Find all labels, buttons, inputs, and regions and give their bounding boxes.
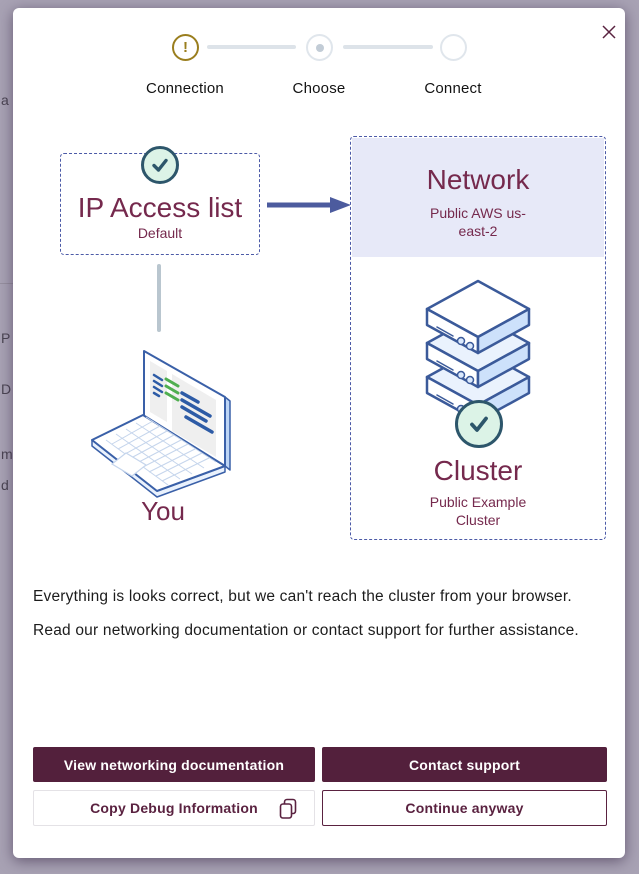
step-connector <box>343 45 433 49</box>
laptop-illustration <box>88 345 238 504</box>
continue-anyway-button[interactable]: Continue anyway <box>322 790 607 826</box>
ip-access-list-title: IP Access list <box>77 192 243 223</box>
copy-icon <box>278 798 298 823</box>
backdrop-text-fragment: a <box>1 92 9 108</box>
message-line-1: Everything is looks correct, but we can't reach the cluster from your browser. <box>33 588 572 605</box>
message-line-2: Read our networking documentation or contact support for further assistance. <box>33 622 579 639</box>
connection-dialog <box>13 8 625 858</box>
step-label-connect: Connect <box>424 80 482 97</box>
you-label: You <box>141 496 185 526</box>
current-step-dot-icon <box>316 44 324 52</box>
close-button[interactable] <box>599 22 619 42</box>
step-choose-indicator <box>306 34 333 61</box>
arrow-right-icon <box>266 196 352 219</box>
step-connect-indicator <box>440 34 467 61</box>
backdrop-text-fragment: P <box>1 330 11 346</box>
action-buttons <box>33 747 607 826</box>
step-label-choose: Choose <box>292 80 346 97</box>
network-cluster-panel <box>350 136 606 540</box>
warning-exclamation: ! <box>183 39 188 56</box>
backdrop-divider <box>0 283 13 284</box>
step-connection-warning-icon <box>172 34 199 61</box>
cluster-title: Cluster <box>433 455 523 486</box>
backdrop-text-fragment: d <box>1 477 9 493</box>
network-header <box>352 138 604 257</box>
view-networking-documentation-button[interactable]: View networking documentation <box>33 747 315 782</box>
step-label-connection: Connection <box>146 80 224 97</box>
check-icon <box>141 146 179 184</box>
backdrop-text-fragment: D <box>1 381 12 397</box>
ip-access-list-subtitle: Default <box>137 225 183 241</box>
close-icon <box>599 30 619 45</box>
network-subtitle: Public AWS us-east-2 <box>430 205 526 239</box>
cluster-subtitle: Public Example Cluster <box>429 494 527 528</box>
copy-debug-information-button[interactable] <box>33 790 315 826</box>
step-connector <box>207 45 296 49</box>
contact-support-button[interactable]: Contact support <box>322 747 607 782</box>
copy-debug-label: Copy Debug Information <box>90 800 258 816</box>
network-title: Network <box>426 164 530 195</box>
check-icon <box>455 400 503 448</box>
backdrop-text-fragment: m <box>1 446 13 462</box>
connector-line <box>157 264 161 332</box>
